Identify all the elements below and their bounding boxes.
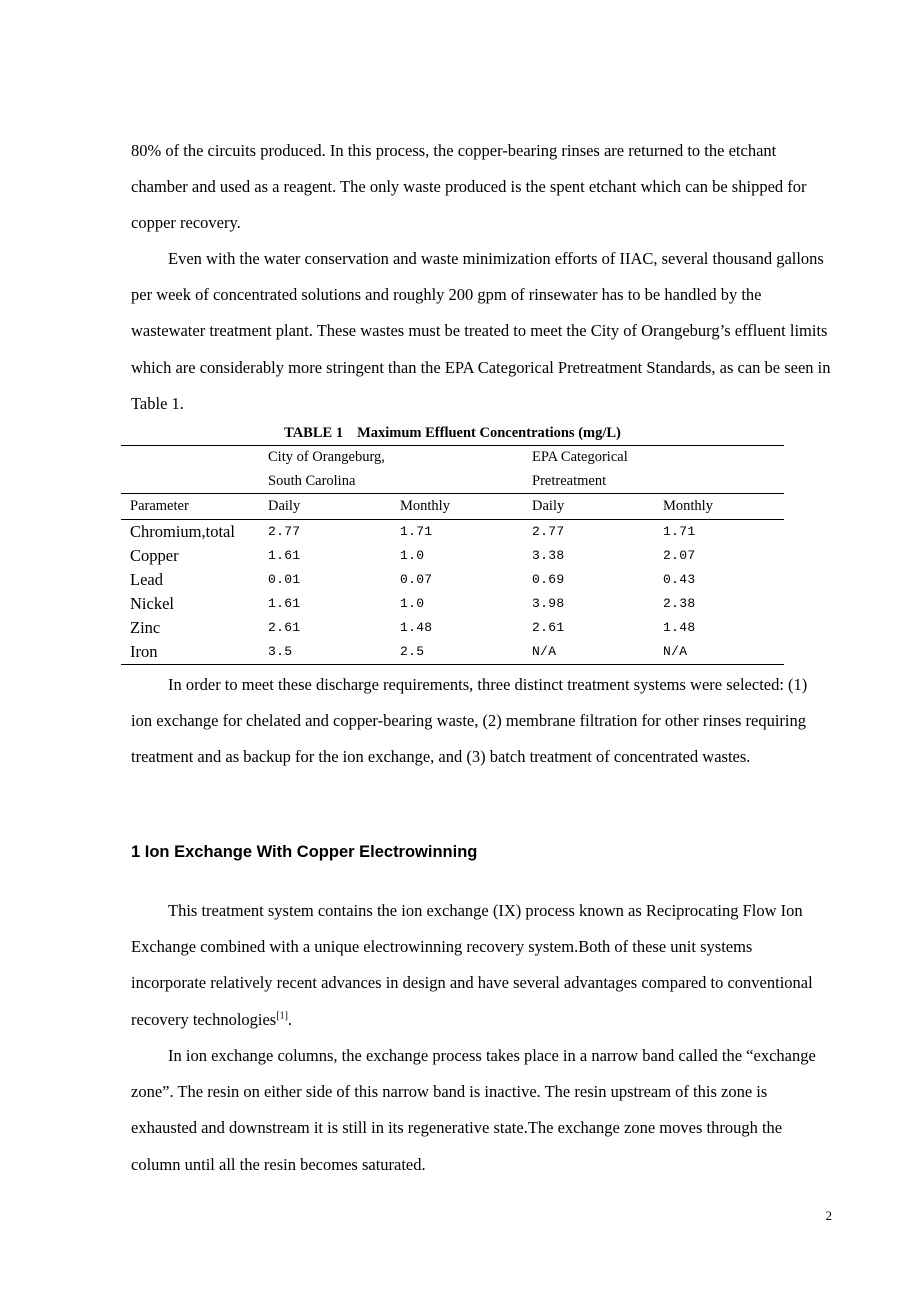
paragraph-4-text: This treatment system contains the ion exchange (IX) process known as Reciprocating Flow Ion Exchange combined with a unique electrowinning recovery system.Both of these unit systems incorporate relatively recent advances in design and have several advantages compared to conventional recovery technologies	[131, 901, 813, 1029]
value-cell: 2.61	[532, 620, 565, 635]
column-header: Monthly	[654, 494, 784, 520]
table-row	[121, 640, 784, 665]
epa-header-line2: Pretreatment	[532, 472, 607, 489]
paragraph-1: 80% of the circuits produced. In this process, the copper-bearing rinses are returned to the etchant chamber and used as a reagent. The only waste produced is the spent etchant which can be shipped for copper recovery.	[131, 141, 807, 233]
value-cell: 1.61	[268, 596, 301, 611]
parameter-cell: Lead	[130, 570, 163, 589]
value-cell: 2.38	[663, 596, 696, 611]
value-cell: 3.38	[532, 548, 565, 563]
parameter-cell: Copper	[130, 546, 179, 565]
parameter-cell: Zinc	[130, 618, 161, 637]
city-header-line1: City of Orangeburg,	[259, 446, 523, 470]
paragraph-4	[131, 893, 831, 1038]
epa-header-line1: EPA Categorical	[523, 446, 784, 470]
column-header: Monthly	[391, 494, 523, 520]
table-label: TABLE 1	[284, 425, 344, 441]
value-cell: 3.98	[532, 596, 565, 611]
table-title: Maximum Effluent Concentrations (mg/L)	[357, 425, 621, 441]
value-cell: 2.77	[268, 524, 301, 539]
parameter-cell: Iron	[121, 640, 259, 665]
group-header-row-2	[121, 470, 784, 494]
paragraph-4-end: .	[287, 1009, 293, 1029]
value-cell: 1.61	[268, 548, 301, 563]
value-cell: 0.69	[532, 572, 565, 587]
column-header-row	[121, 494, 784, 520]
table-caption	[121, 423, 784, 443]
parameter-cell: Chromium,total	[130, 522, 235, 541]
paragraph-2: Even with the water conservation and waste minimization efforts of IIAC, several thousand gallons per week of concentrated solutions and roughly 200 gpm of rinsewater has to be handled by the wastewater treatment plant. These wastes must be treated to meet the City of Orangeburg’s effluent limits which are considerably more stringent than the EPA Categorical Pretreatment Standards, as can be seen in Table 1.	[131, 249, 831, 413]
section-heading: 1 Ion Exchange With Copper Electrowinning	[131, 843, 478, 861]
value-cell: 2.77	[532, 524, 565, 539]
table-row	[121, 520, 784, 545]
page-number: 2	[825, 1208, 832, 1223]
value-cell: 2.5	[391, 640, 523, 665]
group-header-row-1	[121, 446, 784, 470]
value-cell: 1.48	[663, 620, 696, 635]
table-row	[121, 544, 784, 568]
column-header: Parameter	[121, 494, 259, 520]
value-cell: N/A	[523, 640, 654, 665]
paragraph-5: In ion exchange columns, the exchange process takes place in a narrow band called the “exchange zone”. The resin on either side of this narrow band is inactive. The resin upstream of this zone is exhausted and downstream it is still in its regenerative state.The exchange zone moves through the column until all the resin becomes saturated.	[131, 1046, 816, 1174]
value-cell: 0.01	[268, 572, 301, 587]
value-cell: 1.71	[400, 524, 433, 539]
value-cell: 3.5	[259, 640, 391, 665]
value-cell: 0.07	[400, 572, 433, 587]
table-row	[121, 592, 784, 616]
value-cell: 1.0	[400, 596, 425, 611]
city-header-line2: South Carolina	[268, 472, 356, 489]
value-cell: 1.0	[400, 548, 425, 563]
citation-reference: [1]	[276, 1010, 288, 1022]
effluent-table	[121, 445, 784, 665]
value-cell: 1.48	[400, 620, 433, 635]
value-cell: N/A	[654, 640, 784, 665]
table-row	[121, 616, 784, 640]
column-header: Daily	[523, 494, 654, 520]
table-row	[121, 568, 784, 592]
value-cell: 2.07	[663, 548, 696, 563]
value-cell: 1.71	[663, 524, 696, 539]
column-header: Daily	[259, 494, 391, 520]
value-cell: 2.61	[268, 620, 301, 635]
value-cell: 0.43	[663, 572, 696, 587]
paragraph-3: In order to meet these discharge requirements, three distinct treatment systems were selected: (1) ion exchange for chelated and copper-bearing waste, (2) membrane filtration for other rinses requiring treatment and as backup for the ion exchange, and (3) batch treatment of concentrated wastes.	[131, 675, 808, 767]
parameter-cell: Nickel	[130, 594, 174, 613]
